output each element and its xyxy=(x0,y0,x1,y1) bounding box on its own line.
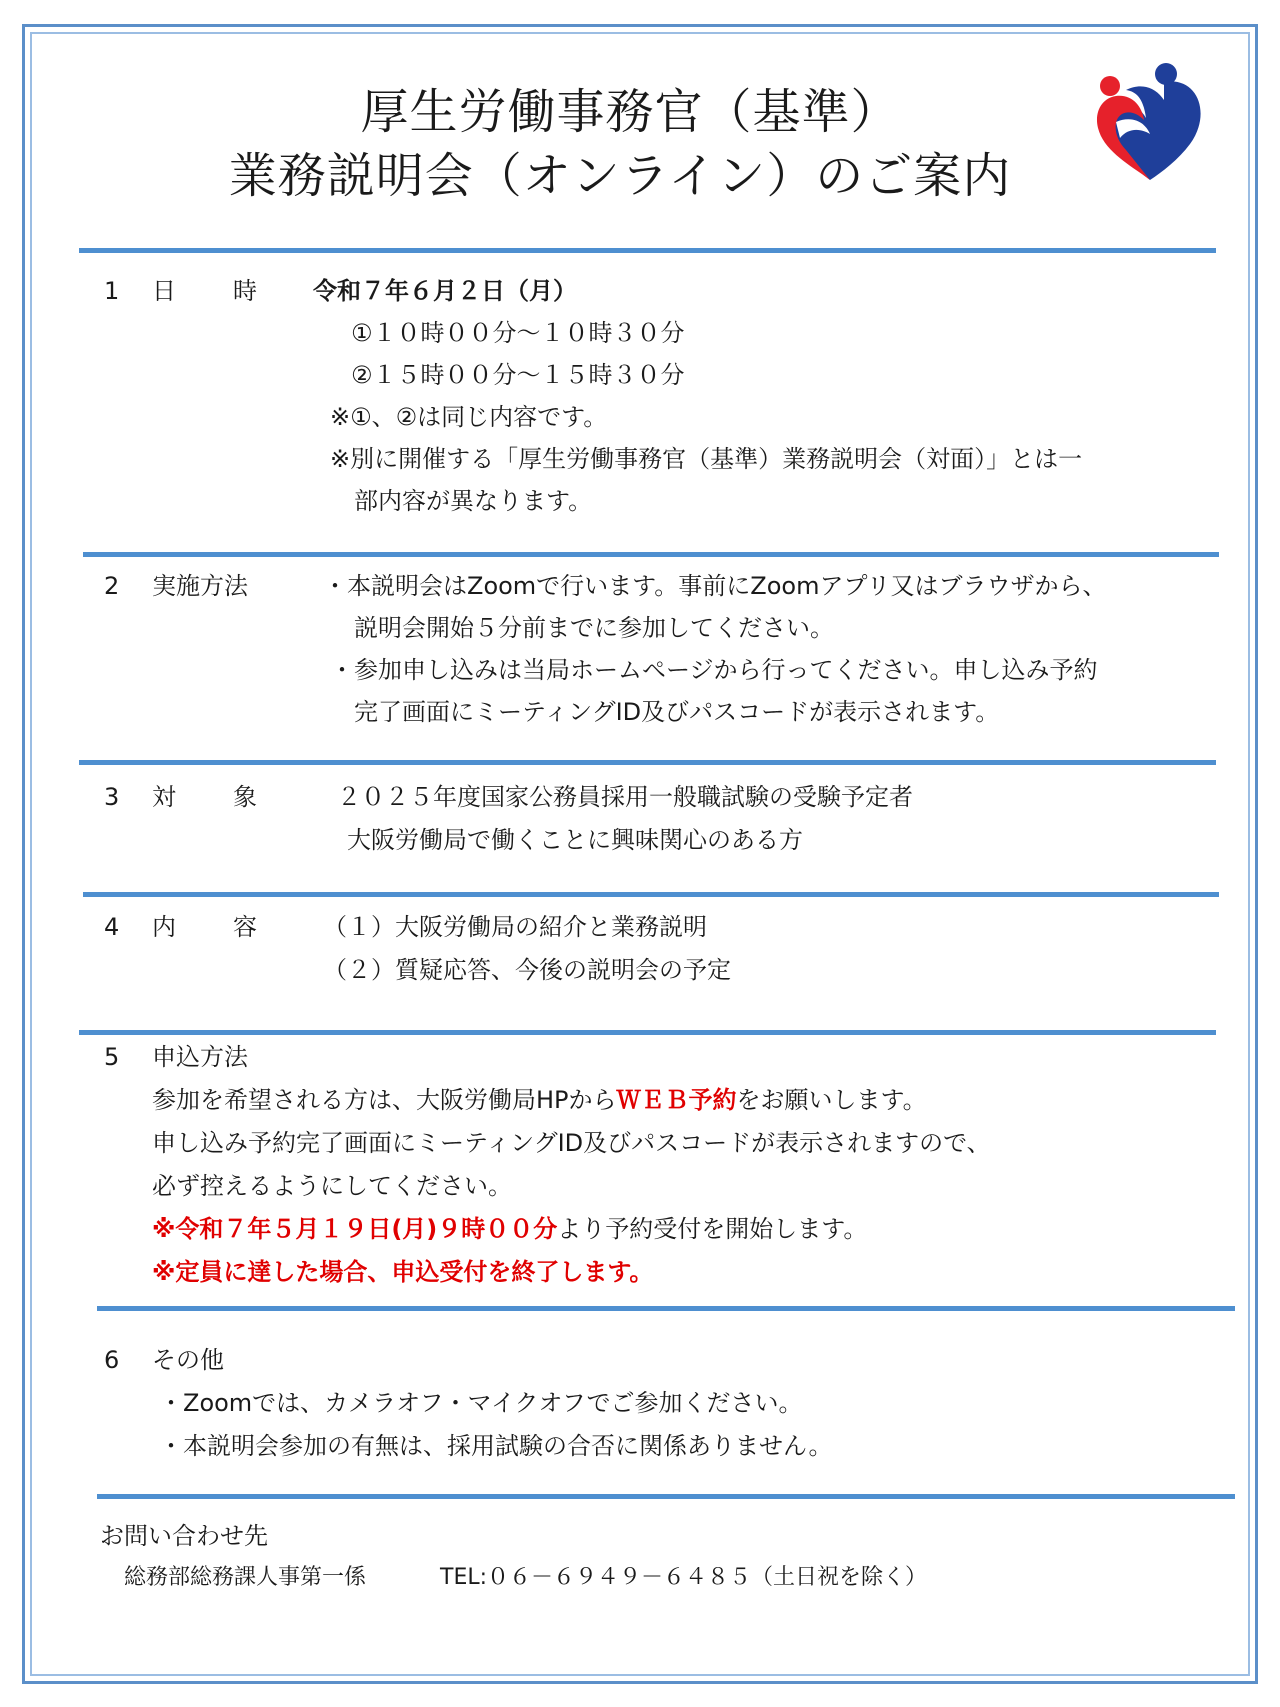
section-divider xyxy=(79,248,1216,253)
application-line: 参加を希望される方は、大阪労働局HPからＷＥＢ予約をお願いします。 xyxy=(152,1086,927,1114)
method-line: ・本説明会はZoomで行います。事前にZoomアプリ又はブラウザから、 xyxy=(323,572,1107,600)
section-label: その他 xyxy=(152,1346,224,1374)
capacity-notice: ※定員に達した場合、申込受付を終了します。 xyxy=(152,1258,654,1286)
page-title-line2: 業務説明会（オンライン）のご案内 xyxy=(228,148,1012,204)
method-line: 完了画面にミーティングID及びパスコードが表示されます。 xyxy=(354,698,1000,726)
section-label: 時 xyxy=(233,277,257,305)
other-line: ・本説明会参加の有無は、採用試験の合否に関係ありません。 xyxy=(159,1432,833,1460)
contact-department: 総務部総務課人事第一係 xyxy=(124,1565,367,1590)
note-difference: ※別に開催する「厚生労働事務官（基準）業務説明会（対面）」とは一 xyxy=(330,445,1083,473)
section-label: 容 xyxy=(233,913,257,941)
method-line: ・参加申し込みは当局ホームページから行ってください。申し込み予約 xyxy=(330,656,1098,684)
section-number: 4 xyxy=(104,913,120,941)
content-item: （１）大阪労働局の紹介と業務説明 xyxy=(323,913,707,941)
section-divider xyxy=(97,1494,1235,1499)
section-label: 日 xyxy=(152,277,176,305)
section-divider xyxy=(97,1306,1235,1311)
other-line: ・Zoomでは、カメラオフ・マイクオフでご参加ください。 xyxy=(159,1389,803,1417)
page-title-line1: 厚生労働事務官（基準） xyxy=(360,84,900,140)
section-label: 対 xyxy=(152,783,176,811)
section-label: 実施方法 xyxy=(152,572,248,600)
web-reservation-highlight: ＷＥＢ予約 xyxy=(616,1086,737,1114)
note-same-content: ※①、②は同じ内容です。 xyxy=(330,403,608,431)
contact-phone: TEL:０６－６９４９－６４８５（土日祝を除く） xyxy=(440,1565,928,1590)
section-divider xyxy=(79,760,1216,765)
section-number: 2 xyxy=(104,572,120,600)
section-label: 申込方法 xyxy=(152,1043,248,1071)
target-line: 大阪労働局で働くことに興味関心のある方 xyxy=(347,826,803,854)
section-divider xyxy=(79,1030,1216,1035)
contact-heading: お問い合わせ先 xyxy=(100,1522,268,1550)
time-slot-2: ②１５時００分～１５時３０分 xyxy=(351,361,685,389)
note-difference-cont: 部内容が異なります。 xyxy=(354,487,593,515)
target-line: ２０２５年度国家公務員採用一般職試験の受験予定者 xyxy=(337,783,913,811)
section-label: 象 xyxy=(233,783,257,811)
application-line: 必ず控えるようにしてください。 xyxy=(152,1172,512,1200)
section-number: 1 xyxy=(104,277,120,305)
event-date: 令和７年６月２日（月） xyxy=(313,277,577,305)
section-number: 6 xyxy=(104,1346,120,1374)
section-label: 内 xyxy=(152,913,176,941)
application-line: 申し込み予約完了画面にミーティングID及びパスコードが表示されますので、 xyxy=(152,1129,991,1157)
section-divider xyxy=(83,552,1219,557)
content-item: （２）質疑応答、今後の説明会の予定 xyxy=(323,956,731,984)
method-line: 説明会開始５分前までに参加してください。 xyxy=(354,614,834,642)
reservation-start-notice: ※令和７年５月１９日(月)９時００分より予約受付を開始します。 xyxy=(152,1215,868,1243)
section-number: 5 xyxy=(104,1043,120,1071)
section-number: 3 xyxy=(104,783,120,811)
time-slot-1: ①１０時００分～１０時３０分 xyxy=(351,319,685,347)
section-divider xyxy=(83,892,1219,897)
inner-border xyxy=(30,32,1250,1676)
mhlw-logo-icon xyxy=(1086,56,1214,184)
